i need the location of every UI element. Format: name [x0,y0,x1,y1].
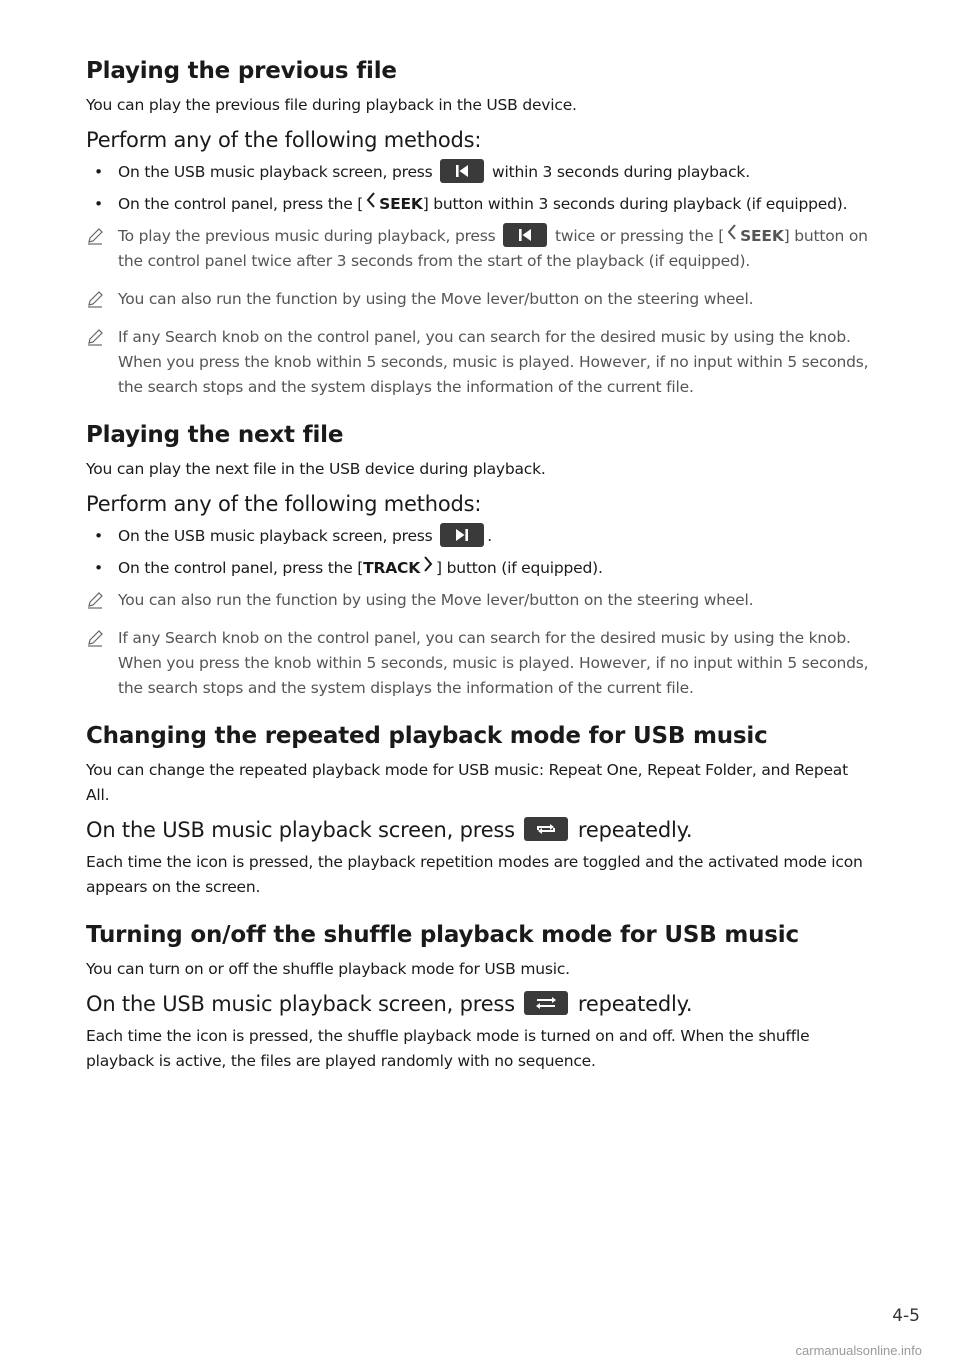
step-result: Each time the icon is pressed, the shuffle playback mode is turned on and off. When the shuffle playback is active, the files are played randomly with no sequence. [86,1027,810,1070]
step-heading: On the USB music playback screen, press repeatedly. [86,818,693,842]
note: If any Search knob on the control panel, you can search for the desired music by using the knob. When you press the knob within 5 seconds, music is played. However, if no input within 5 seconds, the search stops and the system displays the information of the current file. [86,325,876,400]
section-heading: Changing the repeated playback mode for USB music [86,723,768,749]
chevron-left-icon [366,191,376,216]
previous-track-icon [440,159,484,183]
section-intro: You can change the repeated playback mode for USB music: Repeat One, Repeat Folder, and Repeat All. [86,761,848,804]
seek-key-label: SEEK [740,227,784,245]
section-previous-file [86,58,876,400]
list-item: • On the USB music playback screen, press . [86,524,876,549]
next-track-icon [440,523,484,547]
note: To play the previous music during playback, press twice or pressing the [ SEEK] button on the control panel twice after 3 seconds from the start of the playback (if equipped). [86,224,876,274]
watermark: carmanualsonline.info [795,1343,922,1358]
section-intro: You can turn on or off the shuffle playback mode for USB music. [86,960,570,978]
section-intro: You can play the previous file during playback in the USB device. [86,96,577,114]
list-item: • On the control panel, press the [ SEEK] button within 3 seconds during playback (if equipped). [86,192,876,217]
methods-list [86,524,876,581]
note: You can also run the function by using the Move lever/button on the steering wheel. [86,588,876,613]
methods-list [86,160,876,217]
methods-heading: Perform any of the following methods: [86,492,482,516]
note: You can also run the function by using the Move lever/button on the steering wheel. [86,287,876,312]
note-pencil-icon [86,227,104,253]
previous-track-icon [503,223,547,247]
step-result: Each time the icon is pressed, the playback repetition modes are toggled and the activated mode icon appears on the screen. [86,853,863,896]
section-intro: You can play the next file in the USB device during playback. [86,460,546,478]
seek-key-label: SEEK [379,195,423,213]
manual-page [86,58,876,1096]
note-pencil-icon [86,328,104,354]
note-pencil-icon [86,290,104,316]
note-pencil-icon [86,591,104,617]
section-heading: Turning on/off the shuffle playback mode for USB music [86,922,799,948]
shuffle-icon [524,991,568,1015]
section-next-file [86,422,876,701]
repeat-icon [524,817,568,841]
track-key-label: TRACK [363,559,421,577]
chevron-right-icon [423,555,433,580]
list-item: • On the control panel, press the [TRACK ] button (if equipped). [86,556,876,581]
chevron-left-icon [727,223,737,248]
page-number: 4-5 [892,1306,920,1326]
note: If any Search knob on the control panel, you can search for the desired music by using the knob. When you press the knob within 5 seconds, music is played. However, if no input within 5 seconds, the search stops and the system displays the information of the current file. [86,626,876,701]
section-heading: Playing the next file [86,422,344,448]
list-item: • On the USB music playback screen, press within 3 seconds during playback. [86,160,876,185]
step-heading: On the USB music playback screen, press repeatedly. [86,992,693,1016]
section-shuffle-mode [86,922,876,1074]
section-heading: Playing the previous file [86,58,397,84]
note-pencil-icon [86,629,104,655]
methods-heading: Perform any of the following methods: [86,128,482,152]
section-repeat-mode [86,723,876,900]
